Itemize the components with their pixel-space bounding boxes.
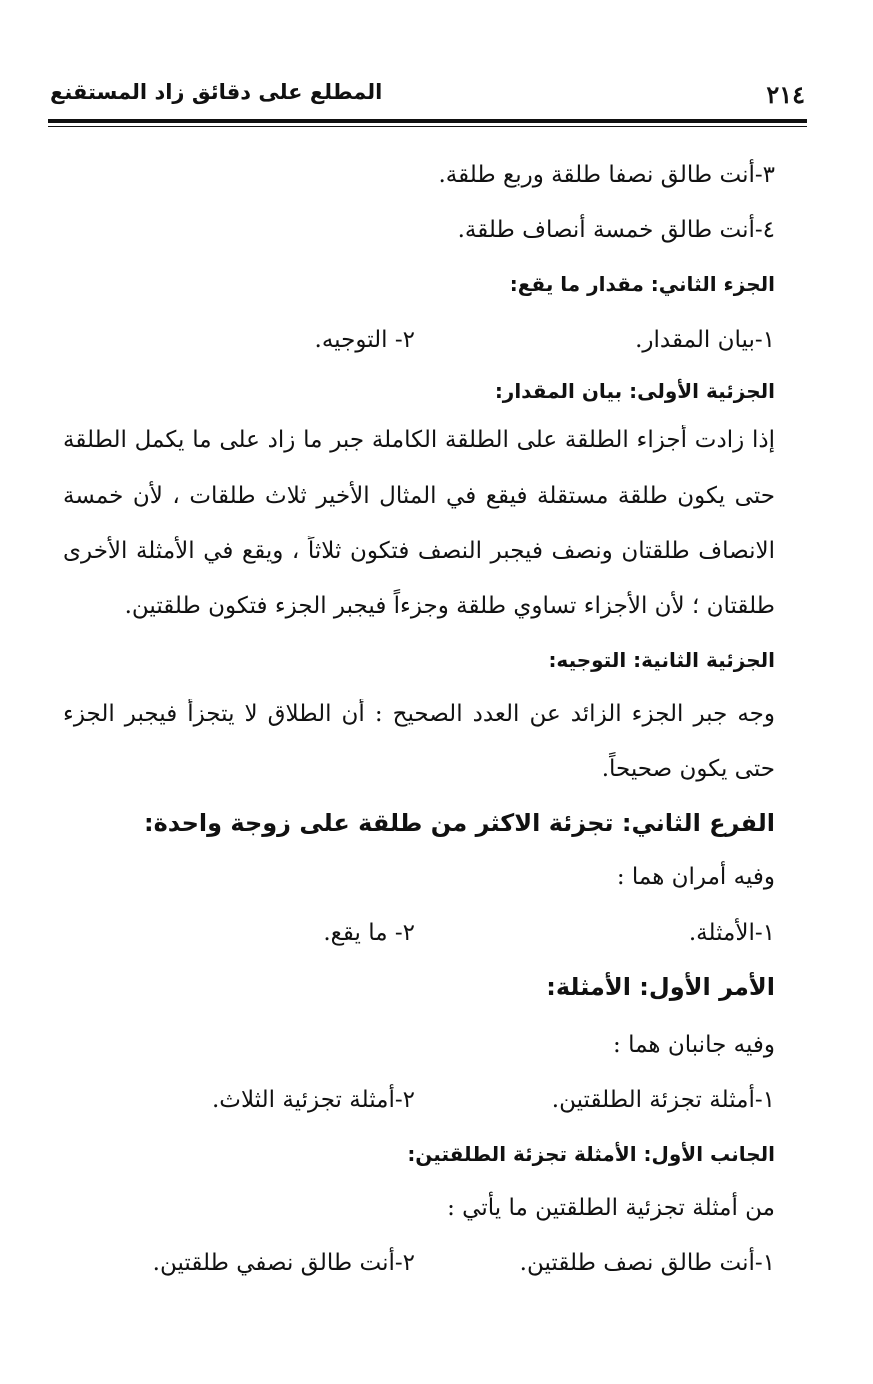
sub2-heading: الجزئية الثانية: التوجيه: <box>548 648 775 672</box>
matter1-heading: الأمر الأول: الأمثلة: <box>546 973 775 1001</box>
side1-list-item-1: ١-أنت طالق نصف طلقتين. <box>519 1250 775 1276</box>
sub2-paragraph-line-1: وجه جبر الجزء الزائد عن العدد الصحيح : أن الطلاق لا يتجزأ فيجبر الجزء <box>63 701 775 727</box>
matter1-list-item-2: ٢-أمثلة تجزئية الثلاث. <box>212 1087 415 1113</box>
matter1-intro: وفيه جانبان هما : <box>613 1032 775 1058</box>
page-number: ٢١٤ <box>766 80 805 109</box>
branch2-heading: الفرع الثاني: تجزئة الاكثر من طلقة على زوجة واحدة: <box>143 809 775 837</box>
side1-list-item-2: ٢-أنت طالق نصفي طلقتين. <box>152 1250 415 1276</box>
part2-heading: الجزء الثاني: مقدار ما يقع: <box>509 272 775 296</box>
list-item-3: ٣-أنت طالق نصفا طلقة وربع طلقة. <box>438 162 775 188</box>
matter1-list-item-1: ١-أمثلة تجزئة الطلقتين. <box>551 1087 775 1113</box>
branch2-list-item-1: ١-الأمثلة. <box>688 920 775 946</box>
sub1-heading: الجزئية الأولى: بيان المقدار: <box>494 379 775 403</box>
header-rule-thin <box>48 126 807 127</box>
page-header <box>50 80 807 114</box>
side1-intro: من أمثلة تجزئية الطلقتين ما يأتي : <box>447 1195 775 1221</box>
part2-list-item-2: ٢- التوجيه. <box>314 327 415 353</box>
book-title: المطلع على دقائق زاد المستقنع <box>50 80 383 104</box>
sub1-paragraph-line-3: الانصاف طلقتان ونصف فيجبر النصف فتكون ثلاثاً ، ويقع في الأمثلة الأخرى <box>63 538 775 564</box>
side1-heading: الجانب الأول: الأمثلة تجزئة الطلقتين: <box>407 1142 775 1166</box>
part2-list-item-1: ١-بيان المقدار. <box>635 327 775 353</box>
branch2-intro: وفيه أمران هما : <box>616 864 775 890</box>
header-rule-thick <box>48 119 807 123</box>
list-item-4: ٤-أنت طالق خمسة أنصاف طلقة. <box>457 217 775 243</box>
sub2-paragraph-line-2: حتى يكون صحيحاً. <box>601 756 775 782</box>
sub1-paragraph-line-2: حتى يكون طلقة مستقلة فيقع في المثال الأخير ثلاث طلقات ، لأن خمسة <box>63 483 775 509</box>
branch2-list-item-2: ٢- ما يقع. <box>323 920 415 946</box>
sub1-paragraph-line-1: إذا زادت أجزاء الطلقة على الطلقة الكاملة جبر ما زاد على ما يكمل الطلقة <box>63 427 775 453</box>
sub1-paragraph-line-4: طلقتان ؛ لأن الأجزاء تساوي طلقة وجزءاً فيجبر الجزء فتكون طلقتين. <box>124 593 775 619</box>
